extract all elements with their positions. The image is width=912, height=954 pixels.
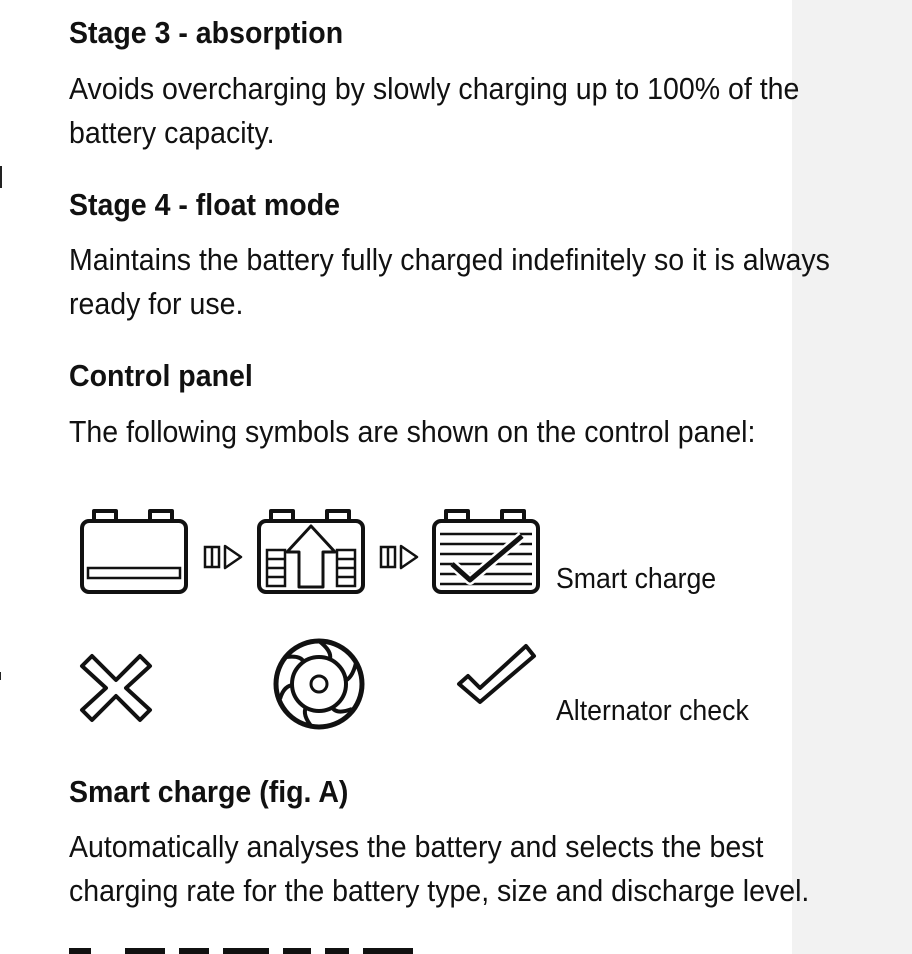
battery-charging-icon [255, 508, 367, 596]
stage-3-text-line-1: Avoids overcharging by slowly charging up to 100% of the [69, 71, 800, 106]
smart-charge-text-line-2: charging rate for the battery type, size and discharge level. [69, 873, 810, 908]
battery-empty-icon [78, 508, 190, 596]
next-heading-cutoff [69, 944, 429, 954]
control-panel-heading: Control panel [69, 358, 253, 393]
battery-full-check-icon [430, 508, 542, 596]
stage-4-text-line-2: ready for use. [69, 286, 244, 321]
stage-4-heading: Stage 4 - float mode [69, 187, 340, 222]
margin-mark [0, 672, 1, 680]
stage-3-heading: Stage 3 - absorption [69, 15, 344, 50]
smart-charge-heading: Smart charge (fig. A) [69, 774, 349, 809]
arrow-right-icon [204, 543, 244, 571]
cross-icon [78, 652, 154, 724]
smart-charge-text-line-1: Automatically analyses the battery and selects the best [69, 829, 764, 864]
stage-4-text-line-1: Maintains the battery fully charged indefinitely so it is always [69, 242, 830, 277]
stage-3-text-line-2: battery capacity. [69, 115, 275, 150]
smart-charge-caption: Smart charge [556, 563, 717, 595]
arrow-right-icon [380, 543, 420, 571]
checkmark-icon [456, 642, 538, 706]
page-margin-strip [792, 0, 912, 954]
alternator-check-caption: Alternator check [556, 695, 749, 727]
margin-mark [0, 166, 2, 188]
control-panel-text: The following symbols are shown on the control panel: [69, 414, 756, 449]
alternator-icon [272, 637, 366, 731]
